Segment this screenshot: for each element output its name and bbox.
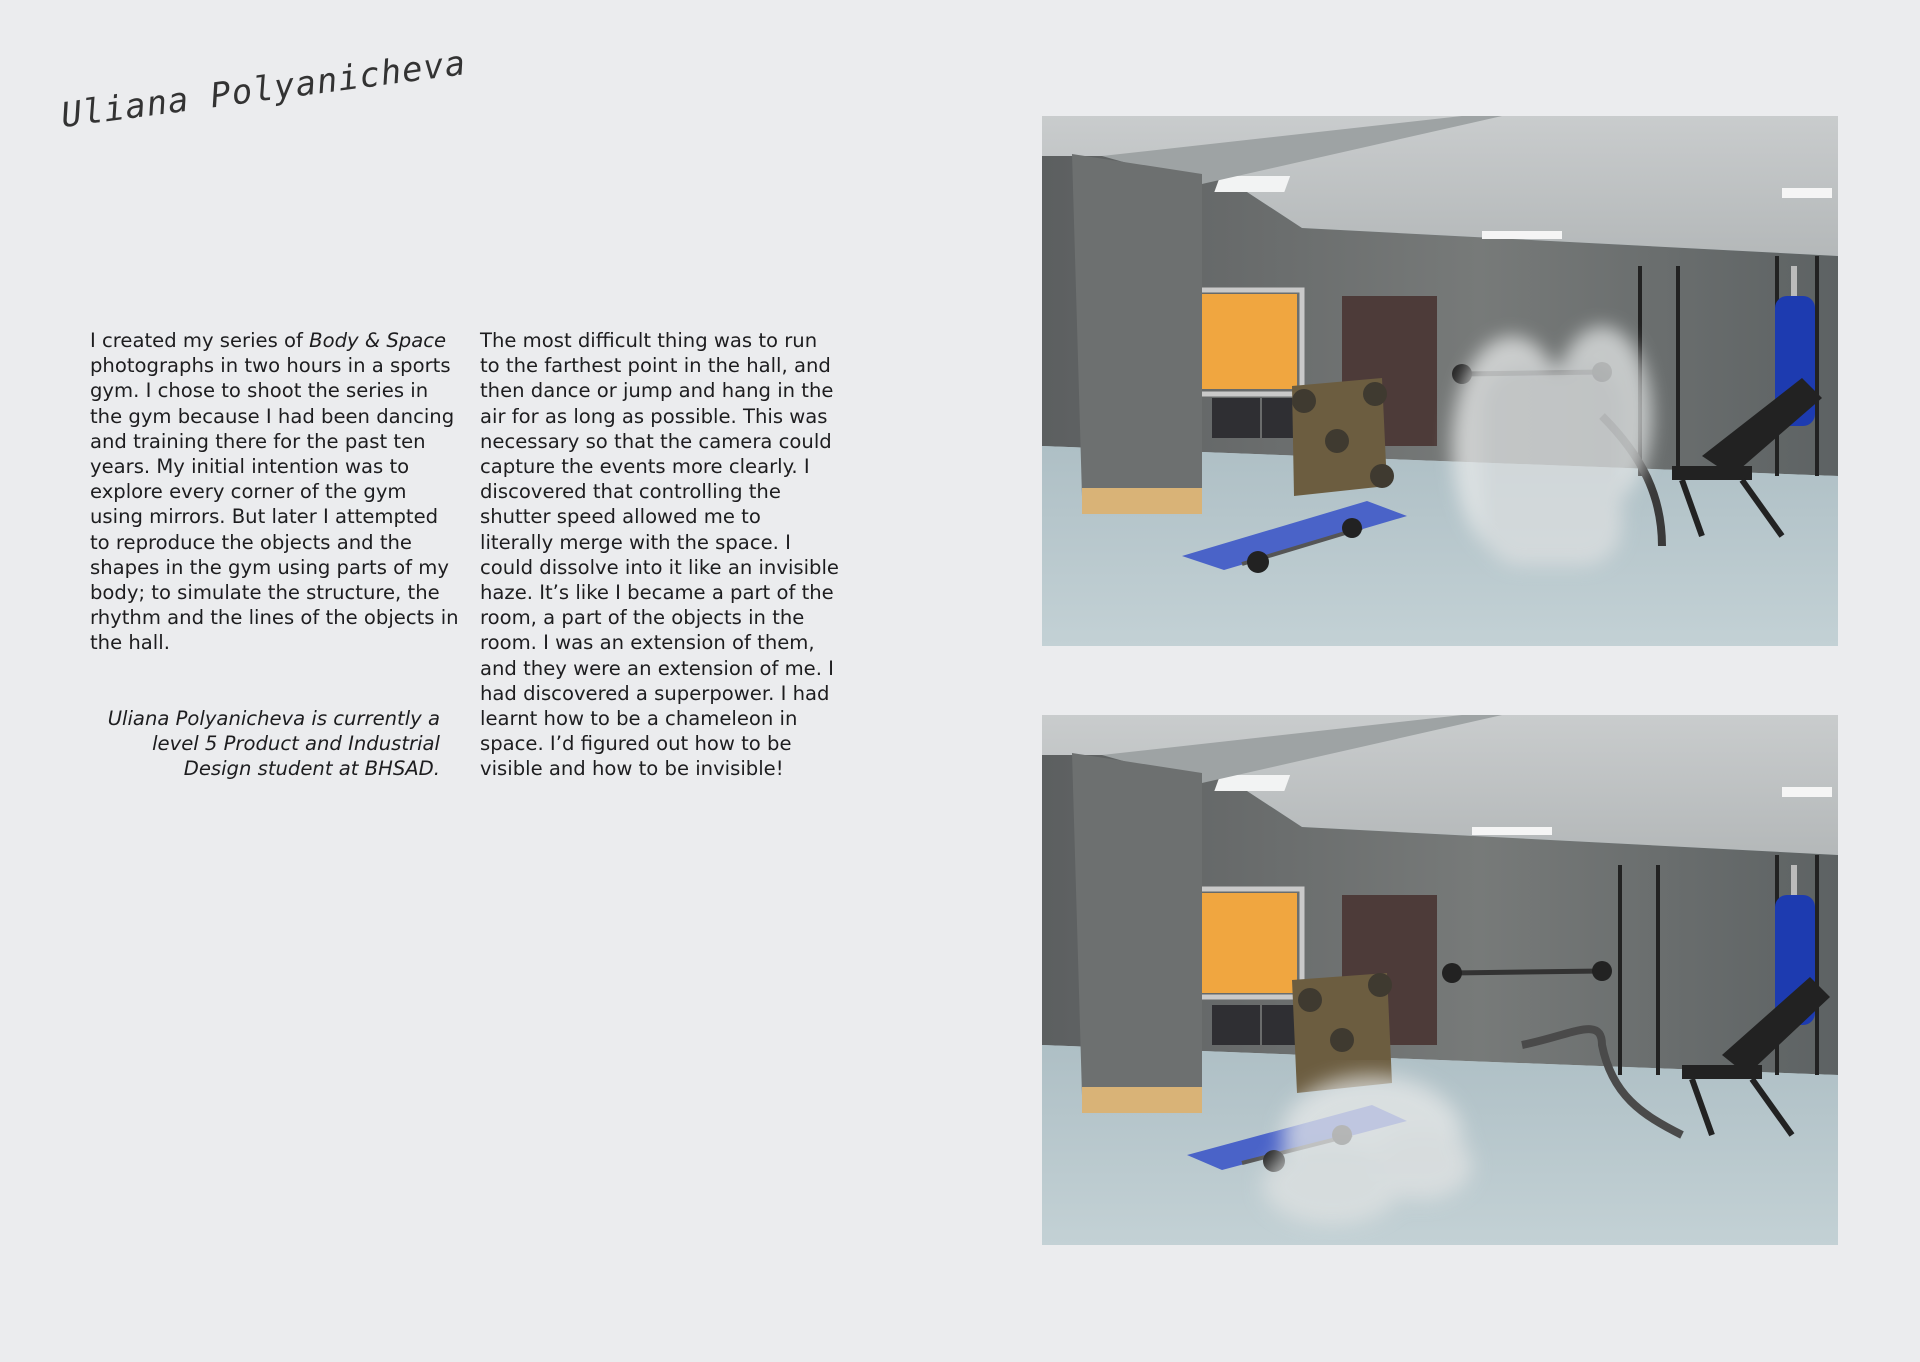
gym-photo-2 [1042,715,1838,1245]
intro-text-part1: I created my series of [90,329,310,352]
intro-paragraph [90,328,460,656]
process-paragraph: The most difficult thing was to run to the farthest point in the hall, and then dance or jump and hang in the air for as long as possible. This was necessary so that the camera could capture the events more clearly. I discovered that controlling the shutter speed allowed me to literally merge with the space. I could dissolve into it like an invisible haze. It’s like I became a part of the room, a part of the objects in the room. I was an extension of them, and they were an extension of me. I had discovered a superpower. I had learnt how to be a chameleon in space. I’d figured out how to be visible and how to be invisible! [480,329,839,781]
gym-photo-1 [1042,116,1838,646]
gym-photo-2-illustration [1042,715,1838,1245]
author-bio: Uliana Polyanicheva is currently a level 5 Product and Industrial Design student at BHSAD. [107,707,440,781]
process-text-column [480,328,840,782]
series-title: Body & Space [309,329,447,352]
intro-text-part2: photographs in two hours in a sports gym. I chose to shoot the series in the gym because I had been dancing and training there for the past ten years. My initial intention was to explore every corner of the gym using mirrors. But later I attempted to reproduce the objects and the shapes in the gym using parts of my body; to simulate the structure, the rhythm and the lines of the objects in the hall. [90,354,459,655]
intro-text-column [90,328,460,656]
author-name: Uliana Polyanicheva [58,43,469,137]
gym-photo-1-illustration [1042,116,1838,646]
